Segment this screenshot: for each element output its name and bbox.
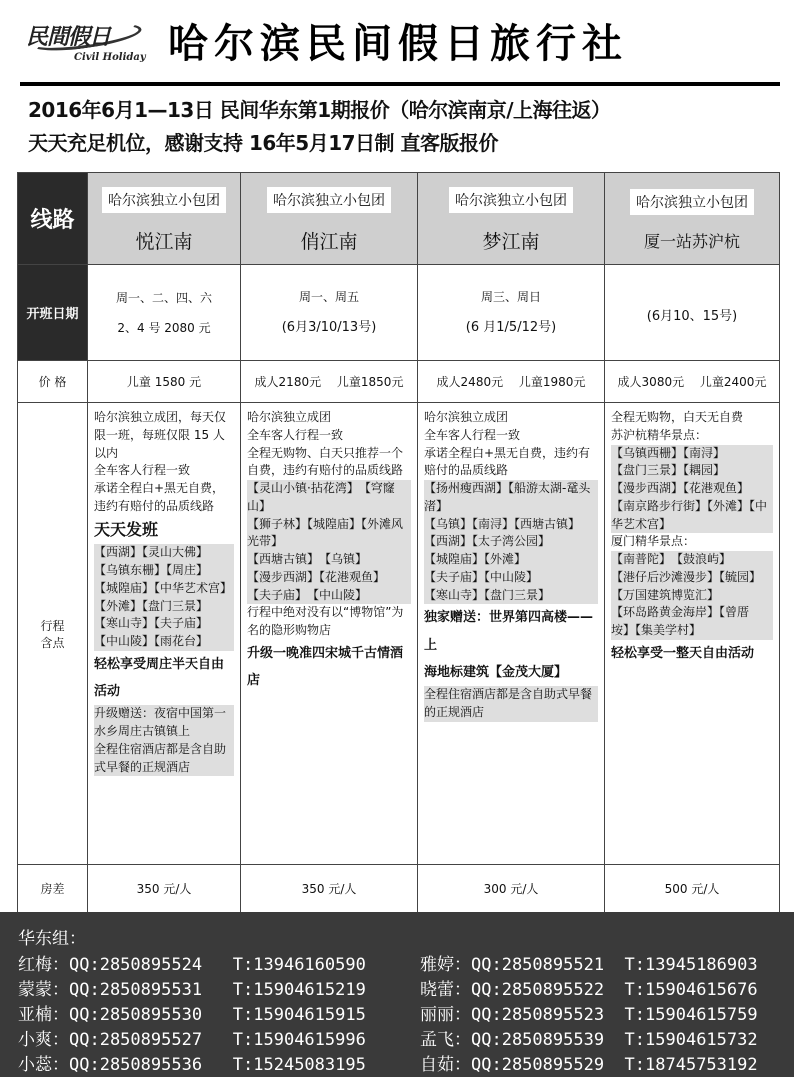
itinerary-highlight: 天天发班 (94, 519, 159, 539)
tour-price: 成人2480元 儿童1980元 (418, 361, 605, 403)
contact-qq: QQ:2850895529 (471, 1055, 605, 1075)
contact-name: 蒙蒙： (18, 980, 69, 1000)
itinerary-text: 承诺全程白+黑无自费，违约有赔付的品质线路 (94, 481, 225, 513)
contact-qq: QQ:2850895524 (69, 955, 203, 975)
itinerary-text: 哈尔滨独立成团 (247, 410, 332, 424)
itinerary-spots: 【寒山寺】【盘门三景】 (424, 587, 598, 605)
itinerary-spots: 【城隍庙】【中华艺术宫】 (94, 580, 234, 598)
room-price: 350 元/人 (88, 865, 241, 913)
itinerary-cell (605, 403, 780, 865)
itinerary-spots: 【扬州瘦西湖】【船游太湖-鼋头渚】 (424, 480, 598, 516)
tour-dates (418, 265, 605, 361)
contact-name: 小爽： (18, 1030, 69, 1050)
itinerary-cell (88, 403, 241, 865)
itinerary-highlight: 独家赠送：世界第四高楼——上 (424, 610, 594, 653)
contact-tel: T:15904615996 (232, 1030, 366, 1050)
contact-tel: T:13945186903 (624, 955, 758, 975)
contact-name: 晓蕾： (420, 980, 471, 1000)
contact-tel: T:15904615732 (624, 1030, 758, 1050)
itinerary-text: 哈尔滨独立成团，每天仅限一班，每班仅限 15 人以内 (94, 410, 227, 460)
itinerary-highlight: 海地标建筑【金茂大厦】 (424, 664, 568, 680)
itinerary-spots: 【乌镇东栅】【周庄】 (94, 562, 234, 580)
itinerary-spots: 【漫步西湖】【花港观鱼】 (247, 569, 411, 587)
tour-price: 成人2180元 儿童1850元 (241, 361, 418, 403)
tour-header (88, 173, 241, 265)
itinerary-cell (418, 403, 605, 865)
itinerary-cell (241, 403, 418, 865)
itinerary-spots: 【外滩】【盘门三景】 (94, 598, 234, 616)
itinerary-text: 全车客人行程一致 (424, 427, 521, 442)
logo-text: 民間假日 (26, 24, 111, 50)
tour-tag: 哈尔滨独立小包团 (102, 187, 226, 213)
room-price: 350 元/人 (241, 865, 418, 913)
itinerary-spots: 【西湖】【灵山大佛】 (94, 544, 234, 562)
contact-tel: T:15245083195 (232, 1055, 366, 1075)
tour-name: 俏江南 (300, 231, 358, 253)
tour-dates (241, 265, 418, 361)
itinerary-spots: 【西塘古镇】 【乌镇】 (247, 551, 411, 569)
logo-subtext: Civil Holiday (74, 52, 146, 63)
contact-name: 孟飞： (420, 1030, 471, 1050)
contact-qq: QQ:2850895536 (69, 1055, 203, 1075)
itinerary-note: 行程中绝对没有以“博物馆”为名的隐形购物店 (247, 605, 404, 637)
itinerary-spots: 【寒山寺】【夫子庙】 (94, 615, 234, 633)
itinerary-spots: 【中山陵】【雨花台】 (94, 633, 234, 651)
contact-qq: QQ:2850895530 (69, 1005, 203, 1025)
itinerary-spots: 【夫子庙】 【中山陵】 (247, 587, 411, 605)
contact-qq: QQ:2850895539 (471, 1030, 605, 1050)
contact-entry (420, 950, 758, 975)
logo (26, 20, 154, 72)
itinerary-row (18, 403, 780, 865)
tour-name: 梦江南 (482, 231, 540, 253)
contact-tel: T:13946160590 (232, 955, 366, 975)
dates-line: 周一、二、四、六 (115, 290, 212, 305)
contact-entry (420, 975, 758, 1000)
dates-row (18, 265, 780, 361)
itinerary-text: 苏沪杭精华景点： (611, 427, 708, 442)
dates-line: 周一、周五 (298, 289, 359, 304)
dates-line: (6 月1/5/12号) (465, 319, 557, 335)
itinerary-spots: 【盘门三景】【耦园】 (611, 462, 773, 480)
itinerary-text: 承诺全程白+黑无自费，违约有赔付的品质线路 (424, 445, 591, 478)
tour-dates (88, 265, 241, 361)
itinerary-highlight: 升级一晚准四宋城千古情酒 (247, 645, 404, 661)
contact-footer (0, 912, 794, 1077)
itinerary-spots: 【城隍庙】【外滩】 (424, 551, 598, 569)
contact-name: 小蕊： (18, 1055, 69, 1075)
itinerary-hotel: 全程住宿酒店都是含自助式早餐的正规酒店 (424, 686, 598, 722)
contact-name: 红梅： (18, 955, 69, 975)
price-table (17, 172, 780, 913)
room-price: 500 元/人 (605, 865, 780, 913)
contact-entry (18, 1000, 366, 1025)
tour-tag: 哈尔滨独立小包团 (267, 187, 391, 213)
contact-name: 雅婷： (420, 955, 471, 975)
contact-tel: T:15904615915 (232, 1005, 366, 1025)
itinerary-text: 全车客人行程一致 (247, 427, 344, 442)
contact-tel: T:15904615219 (232, 980, 366, 1000)
tour-price: 儿童 1580 元 (88, 361, 241, 403)
contact-qq: QQ:2850895522 (471, 980, 605, 1000)
room-label: 房差 (18, 865, 88, 913)
contact-entry (18, 975, 366, 1000)
contact-tel: T:15904615676 (624, 980, 758, 1000)
itinerary-spots: 【南京路步行街】【外滩】【中华艺术宫】 (611, 498, 773, 534)
itinerary-gift: 升级赠送：夜宿中国第一水乡周庄古镇镇上 (94, 705, 234, 741)
contact-entry (420, 1025, 758, 1050)
contact-tel: T:18745753192 (624, 1055, 758, 1075)
dates-line: (6月10、15号) (646, 308, 738, 324)
contact-tel: T:15904615759 (624, 1005, 758, 1025)
dates-line: 周三、周日 (480, 289, 541, 304)
itinerary-text: 全程无购物，白天无自费 (611, 410, 744, 424)
contact-qq: QQ:2850895521 (471, 955, 605, 975)
itinerary-hotel: 全程住宿酒店都是含自助式早餐的正规酒店 (94, 741, 234, 777)
route-row (18, 173, 780, 265)
page-title: 哈尔滨民间假日旅行社 (168, 20, 628, 67)
itinerary-spots: 【港仔后沙滩漫步】【毓园】【万国建筑博览汇】 (611, 569, 773, 605)
itinerary-spots: 【灵山小镇·拈花湾】 【穹窿山】 (247, 480, 411, 516)
itinerary-spots: 【漫步西湖】【花港观鱼】 (611, 480, 773, 498)
itinerary-text: 哈尔滨独立成团 (424, 410, 509, 424)
tour-dates (605, 265, 780, 361)
group-label: 华东组： (18, 929, 86, 949)
tour-header (418, 173, 605, 265)
contact-qq: QQ:2850895523 (471, 1005, 605, 1025)
title-divider (20, 82, 780, 86)
room-row (18, 865, 780, 913)
tour-name: 悦江南 (135, 231, 193, 253)
contact-entry (420, 1000, 758, 1025)
price-row (18, 361, 780, 403)
itinerary-spots: 【乌镇】【南浔】【西塘古镇】 (424, 516, 598, 534)
itinerary-spots: 【乌镇西栅】【南浔】 (611, 445, 773, 463)
contact-name: 亚楠： (18, 1005, 69, 1025)
itinerary-text: 全车客人行程一致 (94, 463, 191, 478)
itinerary-spots: 【夫子庙】【中山陵】 (424, 569, 598, 587)
itinerary-spots: 【狮子林】【城隍庙】【外滩风光带】 (247, 516, 411, 552)
itinerary-highlight: 轻松享受一整天自由活动 (611, 645, 755, 661)
contact-name: 丽丽： (420, 1005, 471, 1025)
tour-tag: 哈尔滨独立小包团 (630, 189, 754, 215)
route-label: 线路 (18, 173, 88, 265)
tour-header (605, 173, 780, 265)
tour-header (241, 173, 418, 265)
dates-line: 2、4 号 2080 元 (117, 320, 211, 335)
price-label: 价 格 (18, 361, 88, 403)
contact-qq: QQ:2850895531 (69, 980, 203, 1000)
dates-label: 开班日期 (18, 265, 88, 361)
itinerary-text: 厦门精华景点： (611, 534, 696, 549)
tour-price: 成人3080元 儿童2400元 (605, 361, 780, 403)
itinerary-text: 全程无购物、白天只推荐一个自费，违约有赔付的品质线路 (247, 445, 404, 478)
itinerary-spots: 【南普陀】 【鼓浪屿】 (611, 551, 773, 569)
dates-line: (6月3/10/13号) (281, 319, 377, 335)
tour-tag: 哈尔滨独立小包团 (449, 187, 573, 213)
contact-entry (18, 1025, 366, 1050)
contact-entry (18, 950, 366, 975)
itinerary-spots: 【西湖】【太子湾公园】 (424, 533, 598, 551)
page-header (0, 0, 794, 86)
subtitle-period: 2016年6月1—13日 民间华东第1期报价（哈尔滨南京/上海往返） (28, 98, 611, 122)
contact-qq: QQ:2850895527 (69, 1030, 203, 1050)
itinerary-spots: 【环岛路黄金海岸】【曾厝垵】【集美学村】 (611, 604, 773, 640)
contact-entry (18, 1050, 366, 1075)
room-price: 300 元/人 (418, 865, 605, 913)
itinerary-label: 行程 含点 (18, 403, 88, 865)
subtitle-note: 天天充足机位，感谢支持 16年5月17日制 直客版报价 (28, 131, 499, 155)
itinerary-highlight: 活动 (94, 684, 121, 700)
contact-name: 自茹： (420, 1055, 471, 1075)
itinerary-highlight: 店 (247, 673, 261, 689)
contact-entry (420, 1050, 758, 1075)
itinerary-highlight: 轻松享受周庄半天自由 (94, 656, 225, 672)
tour-name: 厦一站苏沪杭 (643, 232, 740, 251)
